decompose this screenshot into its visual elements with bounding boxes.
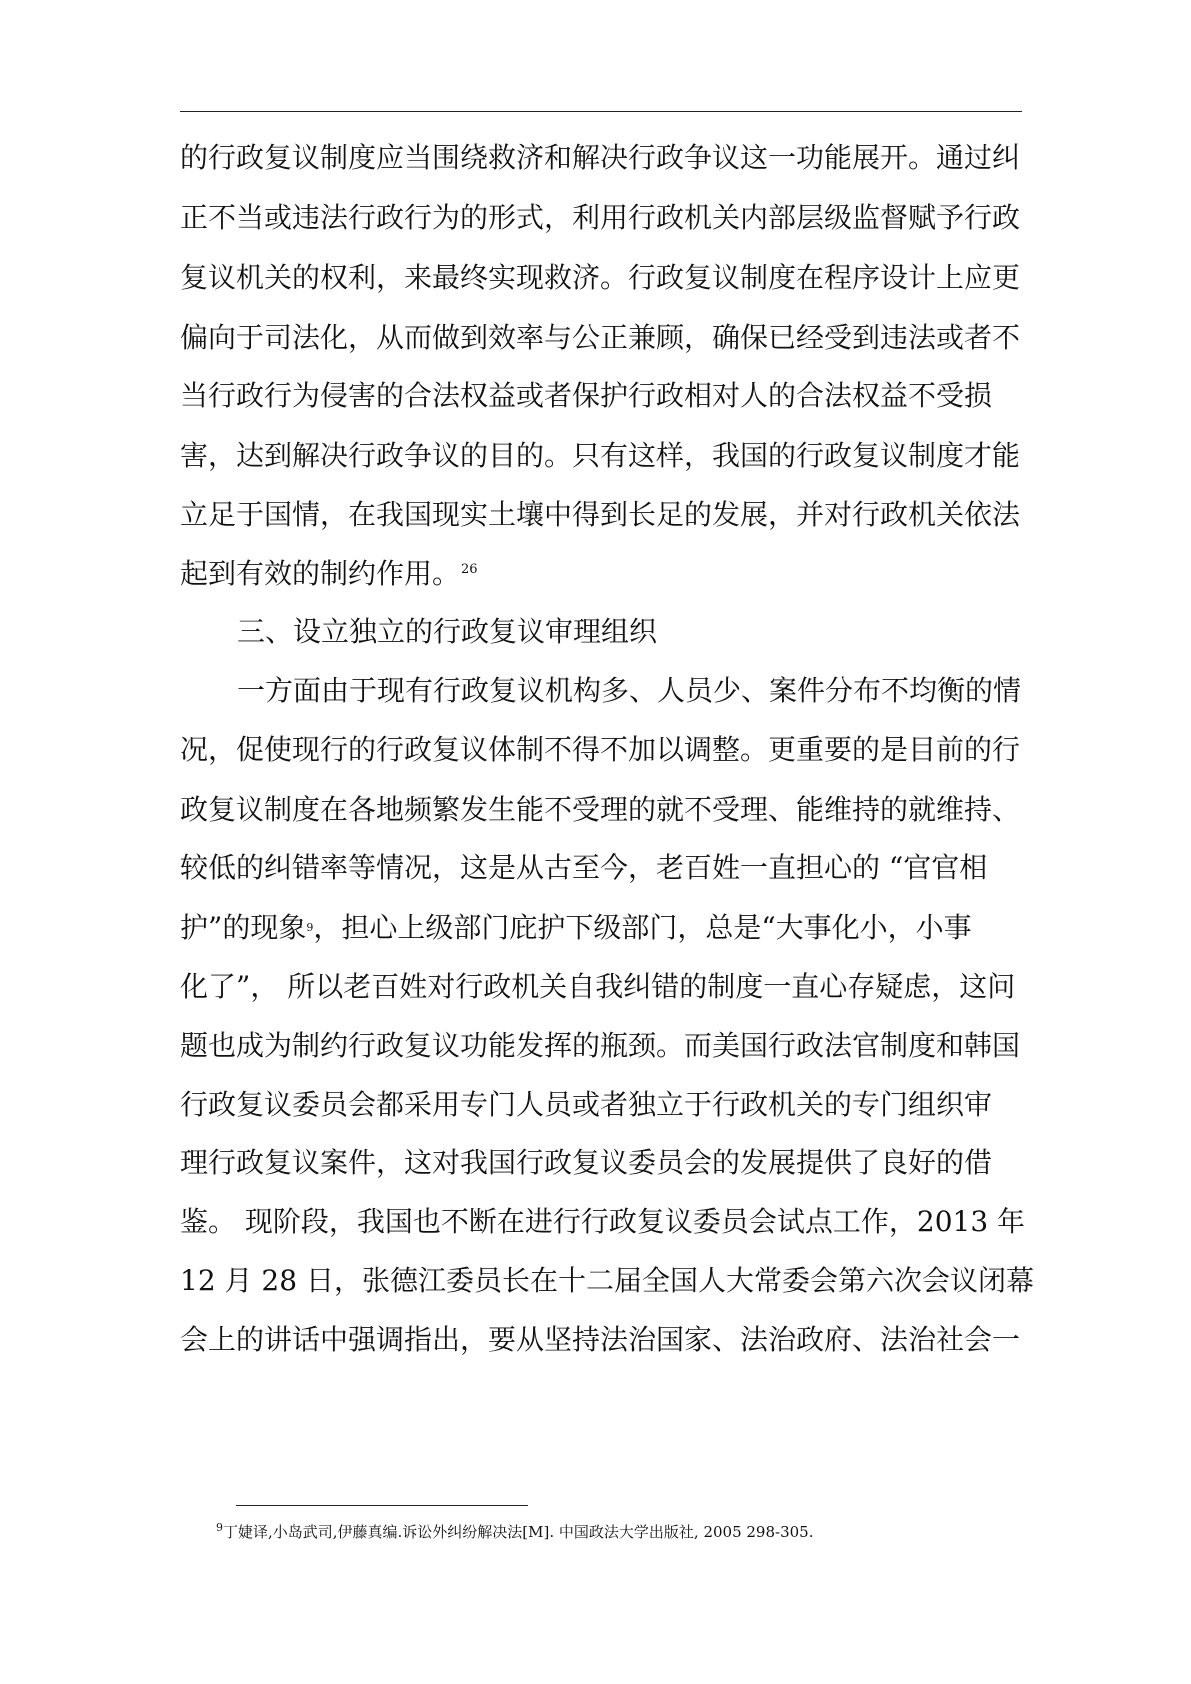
section-heading: 三、设立独立的行政复议审理组织 (237, 615, 658, 648)
footnote-rule (236, 1505, 528, 1506)
footnote-marker: 9 (216, 1521, 223, 1534)
body-line: 一方面由于现有行政复议机构多、人员少、案件分布不均衡的情 (237, 674, 1022, 707)
body-line: 当行政行为侵害的合法权益或者保护行政相对人的合法权益不受损 (180, 379, 993, 412)
body-line: 偏向于司法化，从而做到效率与公正兼顾，确保已经受到违法或者不 (180, 321, 1021, 354)
body-text: 起到有效的制约作用。 (180, 557, 461, 590)
body-text: 护”的现象 (180, 911, 307, 944)
body-line: 行政复议委员会都采用专门人员或者独立于行政机关的专门组织审 (180, 1088, 993, 1121)
body-line: 复议机关的权利，来最终实现救济。行政复议制度在程序设计上应更 (180, 261, 1021, 294)
body-line: 正不当或违法行政行为的形式，利用行政机关内部层级监督赋予行政 (180, 201, 1021, 234)
body-line: 鉴。 现阶段，我国也不断在进行行政复议委员会试点工作，2013 年 (180, 1205, 1026, 1238)
body-line-with-reference (180, 546, 478, 602)
body-line: 12 月 28 日，张德江委员长在十二届全国人大常委会第六次会议闭幕 (180, 1264, 1034, 1297)
body-text: ，担心上级部门庇护下级部门，总是“大事化小，小事 (313, 911, 972, 944)
body-line: 化了”， 所以老百姓对行政机关自我纠错的制度一直心存疑虑，这问 (180, 970, 1016, 1003)
body-line: 理行政复议案件，这对我国行政复议委员会的发展提供了良好的借 (180, 1146, 993, 1179)
body-line-with-footnote (180, 900, 972, 956)
body-line: 题也成为制约行政复议功能发挥的瓶颈。而美国行政法官制度和韩国 (180, 1029, 1021, 1062)
body-line: 害，达到解决行政争议的目的。只有这样，我国的行政复议制度才能 (180, 439, 1021, 472)
body-line: 的行政复议制度应当围绕救济和解决行政争议这一功能展开。通过纠 (180, 141, 1021, 174)
body-line: 会上的讲话中强调指出，要从坚持法治国家、法治政府、法治社会一 (180, 1323, 1021, 1356)
footnote-marker: 9 (306, 921, 314, 934)
footnote-text: 丁婕译,小岛武司,伊藤真编.诉讼外纠纷解决法[M]. 中国政法大学出版社, 2005 298-305. (223, 1523, 814, 1541)
body-line: 政复议制度在各地频繁发生能不受理的就不受理、能维持的就维持、 (180, 793, 1021, 826)
reference-number: 26 (461, 562, 478, 577)
footnote (216, 1520, 813, 1546)
body-line: 较低的纠错率等情况，这是从古至今，老百姓一直担心的 “官官相 (180, 851, 988, 884)
body-line: 立足于国情，在我国现实土壤中得到长足的发展，并对行政机关依法 (180, 498, 1021, 531)
header-rule (180, 111, 1022, 112)
body-line: 况，促使现行的行政复议体制不得不加以调整。更重要的是目前的行 (180, 733, 1021, 766)
